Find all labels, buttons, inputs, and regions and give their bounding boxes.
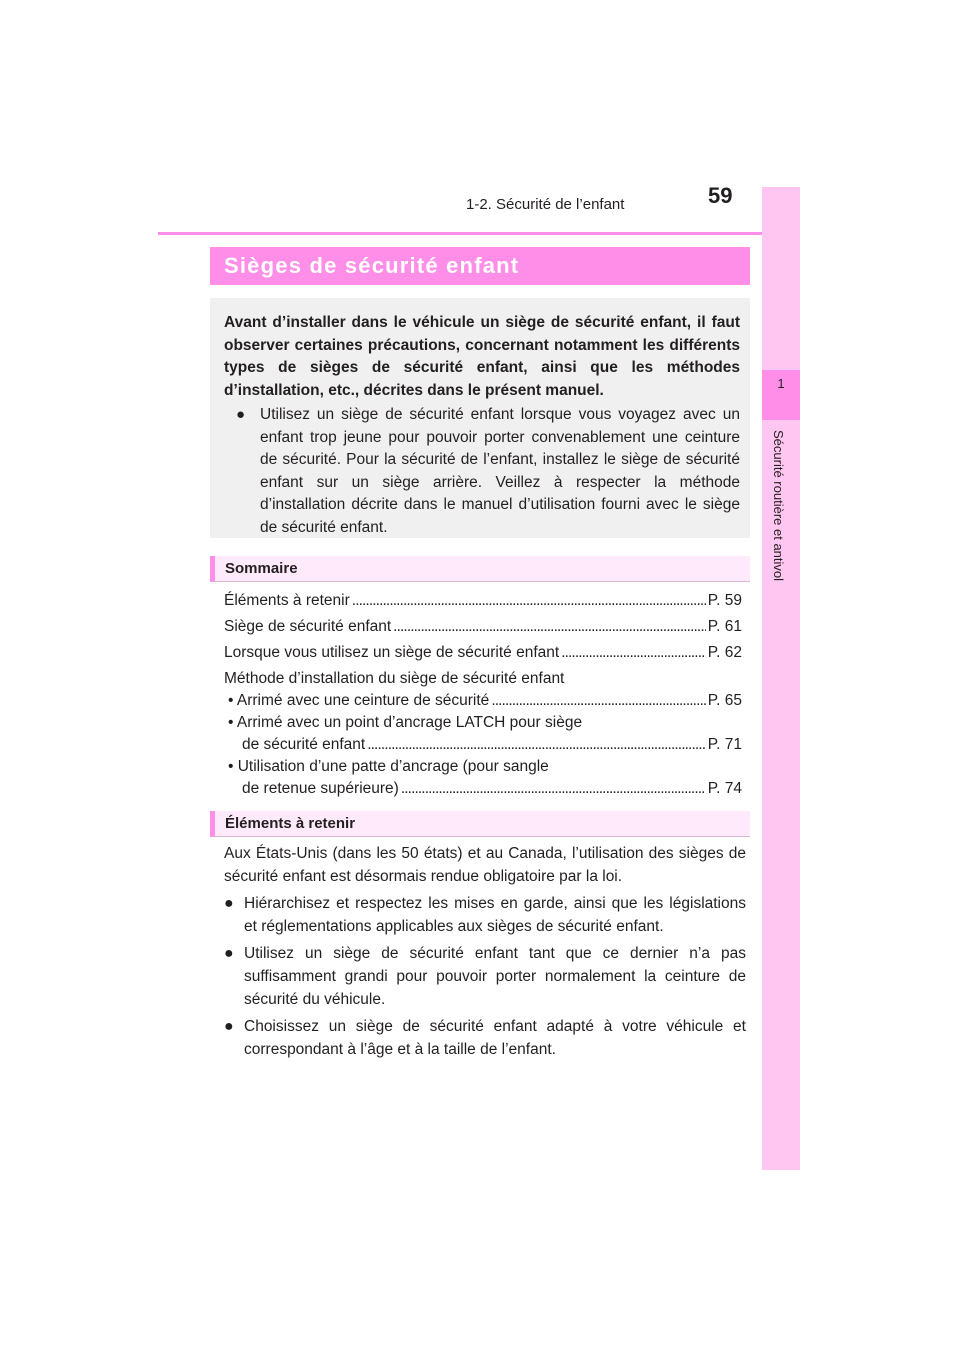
summary-list (224, 590, 742, 800)
points-bullet-text: Utilisez un siège de sécurité enfant tant que ce dernier n’a pas suffisamment grandi pour pouvoir porter normalement la ceinture de sécurité du véhicule. (244, 945, 746, 1008)
toc-page: P. 71 (707, 736, 742, 753)
summary-heading: Sommaire (225, 560, 298, 577)
toc-page: P. 59 (707, 592, 742, 609)
bullet-icon: ● (224, 895, 234, 912)
toc-entry[interactable] (224, 642, 742, 664)
toc-page: P. 65 (707, 692, 742, 709)
header-rule (158, 232, 800, 235)
bullet-icon: ● (224, 945, 234, 962)
intro-lead: Avant d’installer dans le véhicule un siège de sécurité enfant, il faut observer certaines précautions, concernant notamment les différents types de sièges de sécurité enfant, ainsi que les méthodes d’installation, etc., décrites dans le présent manuel. (224, 314, 740, 399)
toc-group-heading: Méthode d’installation du siège de sécurité enfant (224, 670, 565, 687)
chapter-title: Sécurité routière et antivol (771, 430, 786, 582)
points-bullet-text: Choisissez un siège de sécurité enfant adapté à votre véhicule et correspondant à l’âge et à la taille de l’enfant. (244, 1018, 746, 1058)
bullet-icon: ● (224, 1018, 234, 1035)
intro-bullet (224, 404, 740, 539)
toc-label: • Arrimé avec une ceinture de sécurité (228, 692, 490, 709)
toc-label: • Arrimé avec un point d’ancrage LATCH pour siège (228, 714, 583, 731)
section-title: Sièges de sécurité enfant (224, 253, 520, 278)
toc-page: P. 74 (707, 780, 742, 797)
toc-entry[interactable] (224, 690, 742, 712)
toc-label: de sécurité enfant (242, 736, 366, 753)
points-bullet-text: Hiérarchisez et respectez les mises en garde, ainsi que les législations et réglementations applicables aux sièges de sécurité enfant. (244, 895, 746, 935)
points-bullet (224, 1015, 746, 1061)
toc-leader (491, 690, 705, 712)
page-number: 59 (708, 183, 733, 208)
toc-label: • Utilisation d’une patte d’ancrage (pour sangle (228, 758, 549, 775)
points-paragraph: Aux États-Unis (dans les 50 états) et au Canada, l’utilisation des sièges de sécurité enfant est désormais rendue obligatoire par la loi. (224, 845, 746, 885)
toc-label: Siège de sécurité enfant (224, 618, 392, 635)
section-title-bar (210, 247, 750, 285)
toc-leader (561, 642, 706, 664)
toc-label: de retenue supérieure) (242, 780, 399, 797)
toc-entry[interactable] (224, 616, 742, 638)
toc-entry[interactable] (224, 778, 742, 800)
toc-leader (393, 616, 706, 638)
points-heading-bar (210, 811, 750, 837)
intro-box (210, 298, 750, 538)
points-bullet (224, 942, 746, 1011)
chapter-number: 1 (777, 376, 785, 391)
intro-bullet-text: Utilisez un siège de sécurité enfant lorsque vous voyagez avec un enfant trop jeune pour pouvoir porter convenablement une ceinture de sécurité. Pour la sécurité de l’enfant, installez le siège de sécurité enfant sur un siège arrière. Veillez à respecter la méthode d’installation décrite dans le manuel d’utilisation fourni avec le siège de sécurité enfant. (260, 406, 740, 536)
toc-page: P. 61 (707, 618, 742, 635)
chapter-side-tab (762, 187, 800, 1170)
toc-leader (367, 734, 706, 756)
summary-heading-bar (210, 556, 750, 582)
bullet-icon: ● (236, 406, 246, 423)
toc-label: Lorsque vous utilisez un siège de sécurité enfant (224, 644, 560, 661)
toc-page: P. 62 (707, 644, 742, 661)
toc-leader (352, 590, 706, 612)
header-section-title: 1-2. Sécurité de l’enfant (466, 196, 625, 213)
toc-label: Éléments à retenir (224, 592, 350, 609)
toc-leader (401, 778, 706, 800)
points-heading: Éléments à retenir (225, 815, 356, 832)
points-bullet (224, 892, 746, 938)
toc-entry[interactable] (224, 590, 742, 612)
points-body (224, 842, 746, 1065)
toc-entry[interactable] (224, 734, 742, 756)
